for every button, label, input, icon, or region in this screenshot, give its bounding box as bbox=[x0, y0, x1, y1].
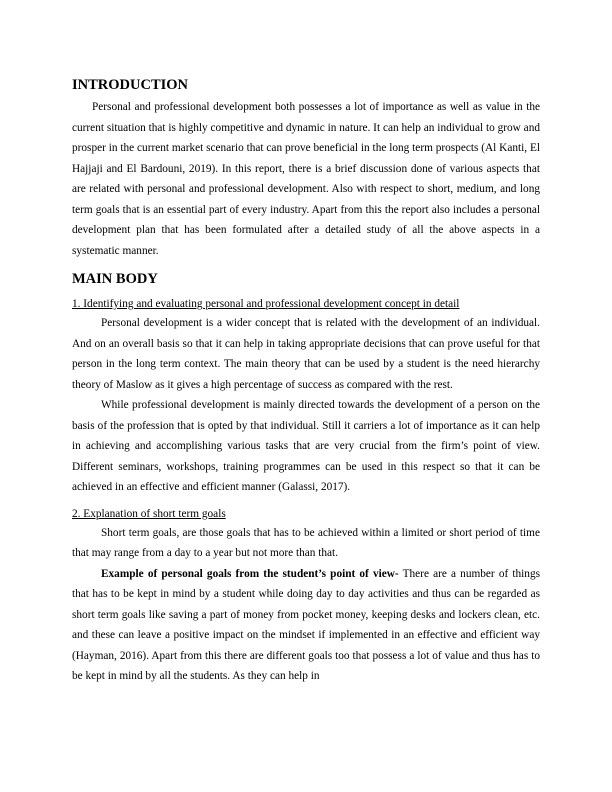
section-2-paragraph-2-lead: Example of personal goals from the student’s point of view- bbox=[101, 567, 399, 580]
section-1-title: 1. Identifying and evaluating personal and professional development concept in detail bbox=[72, 298, 460, 310]
section-2-paragraph-2 bbox=[72, 564, 540, 687]
introduction-paragraph: Personal and professional development both possesses a lot of importance as well as value in the current situation that is highly competitive and dynamic in nature. It can help an individual to grow and prosper in the current market scenario that can prove beneficial in the long term prospects (Al Kanti, El Hajjaji and El Bardouni, 2019). In this report, there is a brief discussion done of various aspects that are related with personal and professional development. Also with respect to short, medium, and long term goals that is an essential part of every industry. Apart from this the report also includes a personal development plan that has been formulated after a detailed study of all the above aspects in a systematic manner. bbox=[72, 101, 540, 257]
document-page bbox=[72, 76, 540, 687]
introduction-heading: INTRODUCTION bbox=[72, 77, 189, 93]
section-1-paragraph-1: Personal development is a wider concept that is related with the development of an individual. And on an overall basis so that it can help in taking appropriate decisions that can prove useful for that person in the long term context. The main theory that can be used by a student is the need hierarchy theory of Maslow as it gives a high percentage of success as compared with the rest. bbox=[72, 317, 540, 391]
section-2-title: 2. Explanation of short term goals bbox=[72, 507, 226, 520]
main-body-heading: MAIN BODY bbox=[72, 271, 158, 287]
section-2-paragraph-1: Short term goals, are those goals that has to be achieved within a limited or short period of time that may range from a day to a year but not more than that. bbox=[72, 526, 540, 559]
section-1-paragraph-2: While professional development is mainly directed towards the development of a person on the basis of the profession that is opted by that individual. Still it carriers a lot of importance as it can help in achieving and accomplishing various tasks that are very crucial from the firm’s point of view. Different seminars, workshops, training programmes can be used in this respect so that it can be achieved in an effective and efficient manner (Galassi, 2017). bbox=[72, 399, 540, 493]
section-2-paragraph-2-body: There are a number of things that has to be kept in mind by a student while doing day to day activities and thus can be regarded as short term goals like saving a part of money from pocket money, keeping desks and lockers clean, etc. and these can leave a positive impact on the mindset if implemented in an effective and efficient way (Hayman, 2016). Apart from this there are different goals too that possess a lot of value and thus has to be kept in mind by all the students. As they can help in bbox=[72, 567, 540, 682]
